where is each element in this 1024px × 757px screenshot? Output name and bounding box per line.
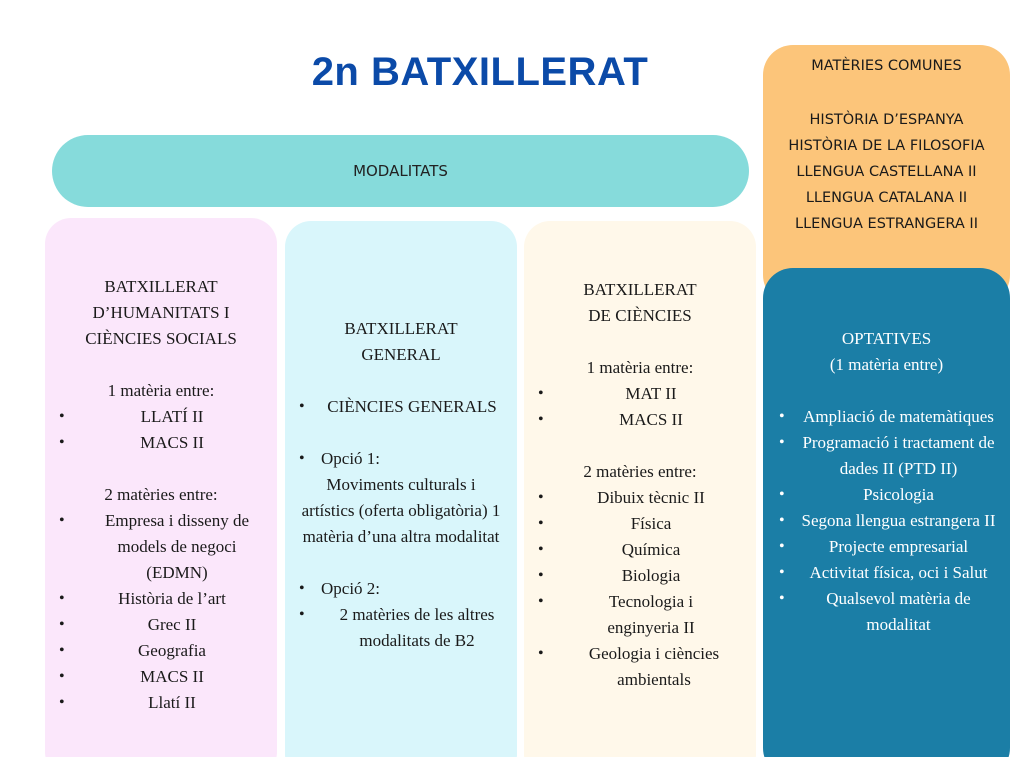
list-item: HISTÒRIA DE LA FILOSOFIA xyxy=(788,138,985,154)
list-item: • Llatí II xyxy=(45,690,277,716)
list-item: • MAT II xyxy=(524,381,756,407)
list-item: • Ampliació de matemàtiques xyxy=(763,404,1010,430)
list-item: HISTÒRIA D’ESPANYA xyxy=(809,112,964,128)
humanitats-heading xyxy=(45,274,277,352)
list-item: • Geografia xyxy=(45,638,277,664)
opcio1-list xyxy=(285,446,517,472)
general-list xyxy=(285,394,517,420)
list-item: • Segona llengua estrangera II xyxy=(763,508,1010,534)
list-item: • LLATÍ II xyxy=(45,404,277,430)
group1-label: 1 matèria entre: xyxy=(586,358,694,377)
list-item: • Empresa i disseny de models de negoci (EDMN) xyxy=(45,508,277,586)
group2-label: 2 matèries entre: xyxy=(583,462,697,481)
heading-line: GENERAL xyxy=(361,345,441,364)
comunes-list xyxy=(763,107,1010,237)
list-item: • MACS II xyxy=(45,430,277,456)
list-item: • Dibuix tècnic II xyxy=(524,485,756,511)
list-item: • Química xyxy=(524,537,756,563)
opcio2-list xyxy=(285,576,517,654)
materies-comunes-box xyxy=(763,45,1010,305)
heading-line: BATXILLERAT xyxy=(104,277,218,296)
ciencies-group2-list xyxy=(524,485,756,693)
opcio1-text: Moviments culturals i artístics (oferta obligatòria) 1 matèria d’una altra modalitat xyxy=(301,475,501,546)
heading-line: DE CIÈNCIES xyxy=(588,306,692,325)
list-item: • Tecnologia i enginyeria II xyxy=(524,589,756,641)
list-item: • CIÈNCIES GENERALS xyxy=(285,394,517,420)
group2-label: 2 matèries entre: xyxy=(104,485,218,504)
list-item: • MACS II xyxy=(45,664,277,690)
list-item: LLENGUA CATALANA II xyxy=(805,190,968,206)
column-ciencies xyxy=(524,221,756,757)
humanitats-group1-list xyxy=(45,404,277,456)
column-general xyxy=(285,221,517,757)
page-title: 2n BATXILLERAT xyxy=(311,50,649,94)
list-item: LLENGUA CASTELLANA II xyxy=(796,164,977,180)
list-item: • Programació i tractament de dades II (PTD II) xyxy=(763,430,1010,482)
heading-line: BATXILLERAT xyxy=(583,280,697,299)
group1-label: 1 matèria entre: xyxy=(107,381,215,400)
list-item: • Biologia xyxy=(524,563,756,589)
general-heading xyxy=(285,316,517,368)
optatives-list xyxy=(763,404,1010,638)
modalitats-banner: MODALITATS xyxy=(52,135,749,207)
list-item: • Història de l’art xyxy=(45,586,277,612)
list-item: • Geologia i ciències ambientals xyxy=(524,641,756,693)
list-item: • MACS II xyxy=(524,407,756,433)
optatives-box xyxy=(763,268,1010,757)
heading-line: BATXILLERAT xyxy=(344,319,458,338)
heading-line: D’HUMANITATS I xyxy=(92,303,230,322)
opcio1-label: • Opció 1: xyxy=(285,446,517,472)
list-item: • 2 matèries de les altres modalitats de B2 xyxy=(285,602,517,654)
list-item: • Psicologia xyxy=(763,482,1010,508)
ciencies-heading xyxy=(524,277,756,329)
list-item: • Projecte empresarial xyxy=(763,534,1010,560)
humanitats-group2-list xyxy=(45,508,277,716)
list-item: • Física xyxy=(524,511,756,537)
list-item: LLENGUA ESTRANGERA II xyxy=(795,216,978,232)
column-humanitats xyxy=(45,218,277,757)
comunes-heading: MATÈRIES COMUNES xyxy=(811,58,962,74)
optatives-subheading: (1 matèria entre) xyxy=(829,355,944,374)
list-item: • Grec II xyxy=(45,612,277,638)
list-item: • Activitat física, oci i Salut xyxy=(763,560,1010,586)
opcio2-label: • Opció 2: xyxy=(285,576,517,602)
ciencies-group1-list xyxy=(524,381,756,433)
list-item: • Qualsevol matèria de modalitat xyxy=(763,586,1010,638)
optatives-heading: OPTATIVES xyxy=(841,329,932,348)
heading-line: CIÈNCIES SOCIALS xyxy=(85,329,237,348)
